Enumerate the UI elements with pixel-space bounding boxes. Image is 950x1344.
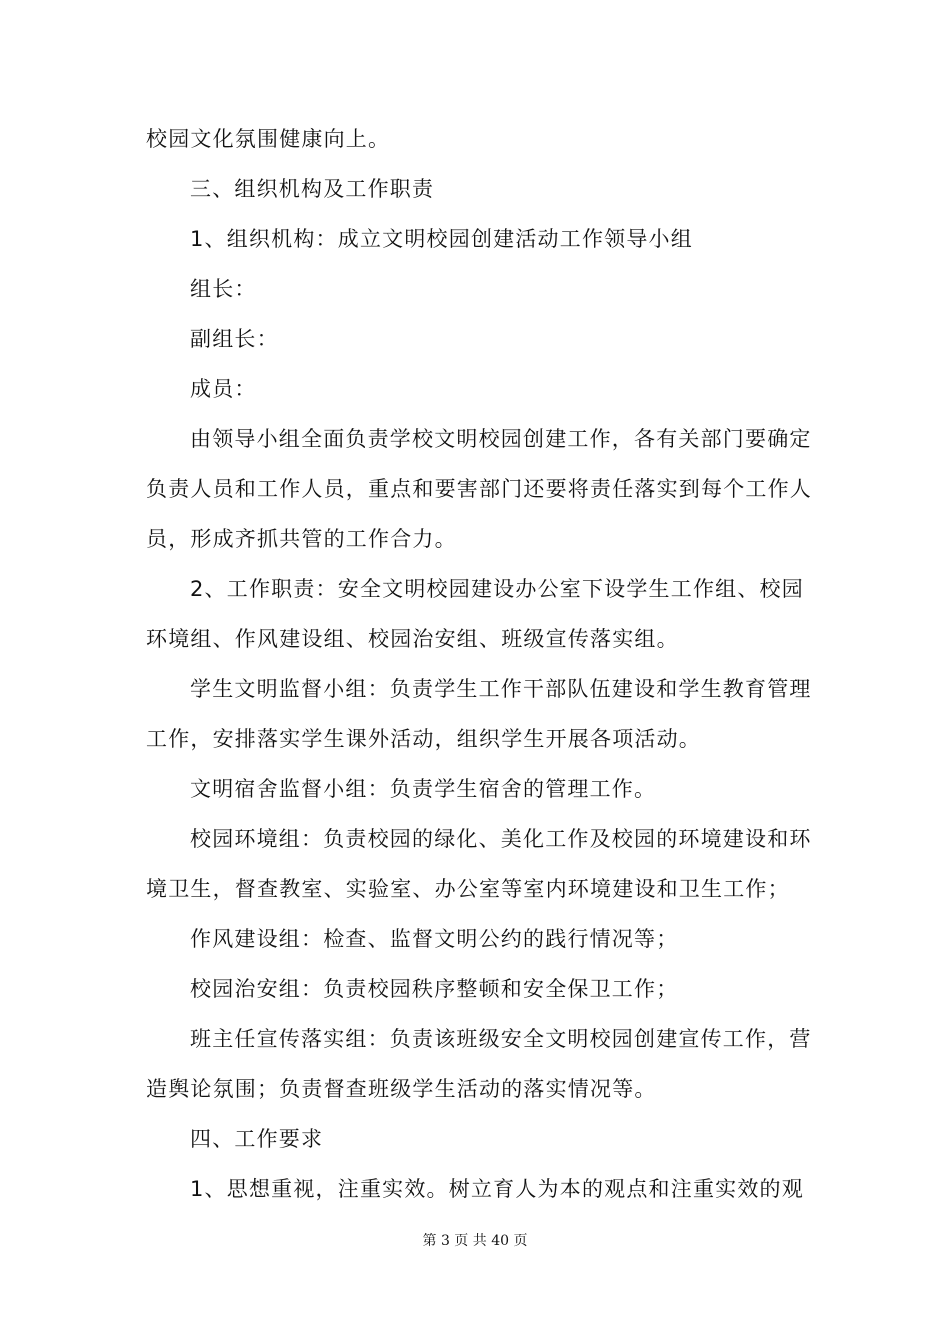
body-line: 造舆论氛围；负责督查班级学生活动的落实情况等。 <box>146 1077 657 1101</box>
body-line: 校园治安组：负责校园秩序整顿和安全保卫工作； <box>190 977 679 1001</box>
body-line: 2、工作职责：安全文明校园建设办公室下设学生工作组、校园 <box>190 577 804 601</box>
body-line: 1、组织机构：成立文明校园创建活动工作领导小组 <box>190 227 693 251</box>
body-line: 校园文化氛围健康向上。 <box>146 127 391 151</box>
body-line: 文明宿舍监督小组：负责学生宿舍的管理工作。 <box>190 777 657 801</box>
body-line: 校园环境组：负责校园的绿化、美化工作及校园的环境建设和环 <box>190 827 812 851</box>
body-line: 工作，安排落实学生课外活动，组织学生开展各项活动。 <box>146 727 701 751</box>
body-line: 由领导小组全面负责学校文明校园创建工作，各有关部门要确定 <box>190 427 812 451</box>
body-line: 组长： <box>190 277 257 301</box>
body-line: 学生文明监督小组：负责学生工作干部队伍建设和学生教育管理 <box>190 677 812 701</box>
section-heading: 三、组织机构及工作职责 <box>190 177 435 201</box>
body-line: 员，形成齐抓共管的工作合力。 <box>146 527 457 551</box>
body-line: 1、思想重视，注重实效。树立育人为本的观点和注重实效的观 <box>190 1177 804 1201</box>
page-number-footer: 第 3 页 共 40 页 <box>422 1233 528 1249</box>
body-line: 班主任宣传落实组：负责该班级安全文明校园创建宣传工作，营 <box>190 1027 812 1051</box>
body-line: 负责人员和工作人员，重点和要害部门还要将责任落实到每个工作人 <box>146 477 812 501</box>
body-line: 环境组、作风建设组、校园治安组、班级宣传落实组。 <box>146 627 679 651</box>
body-line: 作风建设组：检查、监督文明公约的践行情况等； <box>190 927 679 951</box>
body-line: 成员： <box>190 377 257 401</box>
section-heading: 四、工作要求 <box>190 1127 324 1151</box>
body-line: 副组长： <box>190 327 279 351</box>
body-line: 境卫生，督查教室、实验室、办公室等室内环境建设和卫生工作； <box>146 877 790 901</box>
